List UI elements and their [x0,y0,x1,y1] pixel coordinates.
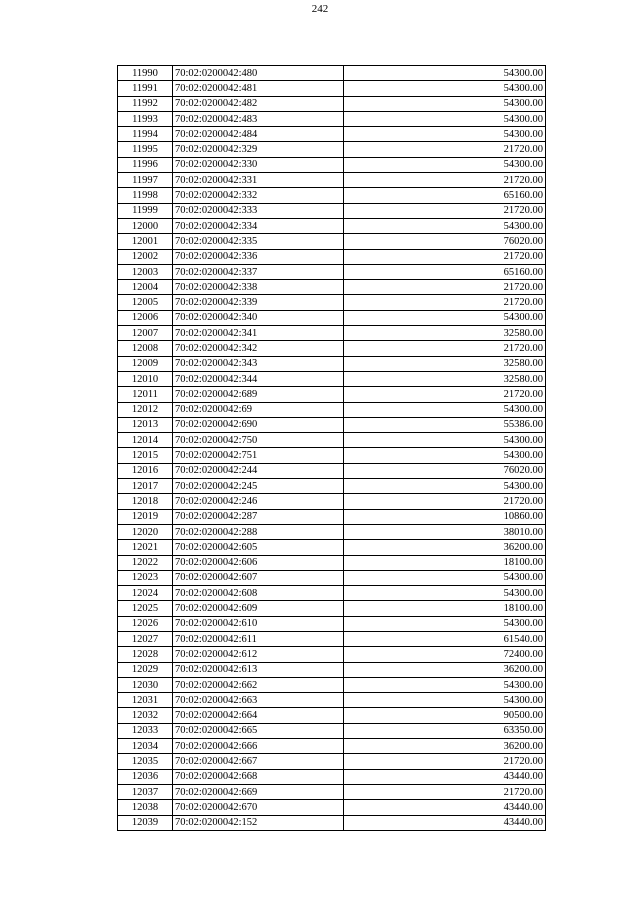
value-cell: 36200.00 [344,662,546,677]
value-cell: 32580.00 [344,371,546,386]
row-number-cell: 12019 [118,509,173,524]
row-number-cell: 12031 [118,693,173,708]
table-row [118,662,546,677]
row-number-cell: 12007 [118,326,173,341]
value-cell: 36200.00 [344,739,546,754]
cadastral-id-cell: 70:02:0200042:609 [173,601,344,616]
table-row [118,142,546,157]
value-cell: 76020.00 [344,234,546,249]
registry-table [117,65,546,831]
table-row [118,127,546,142]
value-cell: 54300.00 [344,570,546,585]
table-row [118,157,546,172]
row-number-cell: 12039 [118,815,173,830]
table-row [118,234,546,249]
value-cell: 54300.00 [344,677,546,692]
cadastral-id-cell: 70:02:0200042:612 [173,647,344,662]
row-number-cell: 12030 [118,677,173,692]
table-row [118,264,546,279]
value-cell: 54300.00 [344,448,546,463]
value-cell: 54300.00 [344,218,546,233]
cadastral-id-cell: 70:02:0200042:245 [173,479,344,494]
value-cell: 18100.00 [344,555,546,570]
value-cell: 21720.00 [344,295,546,310]
cadastral-id-cell: 70:02:0200042:330 [173,157,344,172]
table-row [118,739,546,754]
value-cell: 32580.00 [344,326,546,341]
table-row [118,586,546,601]
value-cell: 54300.00 [344,310,546,325]
row-number-cell: 12005 [118,295,173,310]
cadastral-id-cell: 70:02:0200042:606 [173,555,344,570]
value-cell: 21720.00 [344,173,546,188]
cadastral-id-cell: 70:02:0200042:288 [173,524,344,539]
cadastral-id-cell: 70:02:0200042:666 [173,739,344,754]
value-cell: 54300.00 [344,66,546,81]
cadastral-id-cell: 70:02:0200042:340 [173,310,344,325]
value-cell: 21720.00 [344,341,546,356]
row-number-cell: 12008 [118,341,173,356]
cadastral-id-cell: 70:02:0200042:611 [173,631,344,646]
table-row [118,249,546,264]
row-number-cell: 11993 [118,111,173,126]
cadastral-id-cell: 70:02:0200042:668 [173,769,344,784]
row-number-cell: 12021 [118,540,173,555]
cadastral-id-cell: 70:02:0200042:246 [173,494,344,509]
row-number-cell: 12022 [118,555,173,570]
cadastral-id-cell: 70:02:0200042:608 [173,586,344,601]
cadastral-id-cell: 70:02:0200042:664 [173,708,344,723]
table-row [118,433,546,448]
page-number: 242 [311,3,329,15]
cadastral-id-cell: 70:02:0200042:480 [173,66,344,81]
row-number-cell: 12038 [118,800,173,815]
row-number-cell: 11991 [118,81,173,96]
row-number-cell: 12028 [118,647,173,662]
table-row [118,326,546,341]
row-number-cell: 12034 [118,739,173,754]
value-cell: 32580.00 [344,356,546,371]
table-row [118,81,546,96]
row-number-cell: 12013 [118,417,173,432]
row-number-cell: 12011 [118,387,173,402]
row-number-cell: 12027 [118,631,173,646]
row-number-cell: 12000 [118,218,173,233]
value-cell: 65160.00 [344,188,546,203]
cadastral-id-cell: 70:02:0200042:69 [173,402,344,417]
cadastral-id-cell: 70:02:0200042:481 [173,81,344,96]
cadastral-id-cell: 70:02:0200042:287 [173,509,344,524]
value-cell: 54300.00 [344,127,546,142]
row-number-cell: 12032 [118,708,173,723]
value-cell: 21720.00 [344,494,546,509]
row-number-cell: 11994 [118,127,173,142]
value-cell: 54300.00 [344,111,546,126]
table-row [118,479,546,494]
table-row [118,509,546,524]
cadastral-id-cell: 70:02:0200042:244 [173,463,344,478]
row-number-cell: 12006 [118,310,173,325]
cadastral-id-cell: 70:02:0200042:670 [173,800,344,815]
value-cell: 54300.00 [344,616,546,631]
table-row [118,723,546,738]
cadastral-id-cell: 70:02:0200042:336 [173,249,344,264]
row-number-cell: 12020 [118,524,173,539]
value-cell: 21720.00 [344,249,546,264]
cadastral-id-cell: 70:02:0200042:334 [173,218,344,233]
value-cell: 54300.00 [344,586,546,601]
value-cell: 61540.00 [344,631,546,646]
cadastral-id-cell: 70:02:0200042:662 [173,677,344,692]
row-number-cell: 11997 [118,173,173,188]
row-number-cell: 12004 [118,280,173,295]
cadastral-id-cell: 70:02:0200042:605 [173,540,344,555]
row-number-cell: 12018 [118,494,173,509]
row-number-cell: 12025 [118,601,173,616]
value-cell: 21720.00 [344,142,546,157]
value-cell: 65160.00 [344,264,546,279]
table-row [118,96,546,111]
table-row [118,524,546,539]
table-row [118,800,546,815]
table-row [118,570,546,585]
cadastral-id-cell: 70:02:0200042:337 [173,264,344,279]
table-row [118,463,546,478]
table-row [118,417,546,432]
table-row [118,173,546,188]
table-row [118,494,546,509]
table-row [118,66,546,81]
cadastral-id-cell: 70:02:0200042:342 [173,341,344,356]
row-number-cell: 11995 [118,142,173,157]
row-number-cell: 12029 [118,662,173,677]
table-row [118,341,546,356]
table-row [118,555,546,570]
row-number-cell: 11998 [118,188,173,203]
cadastral-id-cell: 70:02:0200042:338 [173,280,344,295]
table-row [118,784,546,799]
value-cell: 43440.00 [344,815,546,830]
cadastral-id-cell: 70:02:0200042:613 [173,662,344,677]
row-number-cell: 12010 [118,371,173,386]
table-row [118,754,546,769]
value-cell: 54300.00 [344,433,546,448]
cadastral-id-cell: 70:02:0200042:341 [173,326,344,341]
row-number-cell: 12001 [118,234,173,249]
table-row [118,280,546,295]
cadastral-id-cell: 70:02:0200042:333 [173,203,344,218]
cadastral-id-cell: 70:02:0200042:329 [173,142,344,157]
cadastral-id-cell: 70:02:0200042:332 [173,188,344,203]
value-cell: 90500.00 [344,708,546,723]
value-cell: 36200.00 [344,540,546,555]
table-row [118,647,546,662]
table-row [118,616,546,631]
row-number-cell: 11999 [118,203,173,218]
value-cell: 38010.00 [344,524,546,539]
table-row [118,708,546,723]
value-cell: 54300.00 [344,157,546,172]
cadastral-id-cell: 70:02:0200042:689 [173,387,344,402]
value-cell: 54300.00 [344,81,546,96]
table-row [118,540,546,555]
cadastral-id-cell: 70:02:0200042:669 [173,784,344,799]
cadastral-id-cell: 70:02:0200042:483 [173,111,344,126]
row-number-cell: 12014 [118,433,173,448]
table-row [118,601,546,616]
cadastral-id-cell: 70:02:0200042:751 [173,448,344,463]
row-number-cell: 12024 [118,586,173,601]
table-row [118,203,546,218]
cadastral-id-cell: 70:02:0200042:665 [173,723,344,738]
value-cell: 72400.00 [344,647,546,662]
row-number-cell: 12033 [118,723,173,738]
cadastral-id-cell: 70:02:0200042:610 [173,616,344,631]
cadastral-id-cell: 70:02:0200042:339 [173,295,344,310]
cadastral-id-cell: 70:02:0200042:667 [173,754,344,769]
table-row [118,356,546,371]
row-number-cell: 12017 [118,479,173,494]
table-row [118,677,546,692]
row-number-cell: 12023 [118,570,173,585]
table-row [118,402,546,417]
cadastral-id-cell: 70:02:0200042:663 [173,693,344,708]
table-row [118,218,546,233]
table-row [118,387,546,402]
row-number-cell: 11990 [118,66,173,81]
value-cell: 63350.00 [344,723,546,738]
value-cell: 43440.00 [344,769,546,784]
table-row [118,310,546,325]
cadastral-id-cell: 70:02:0200042:482 [173,96,344,111]
cadastral-id-cell: 70:02:0200042:344 [173,371,344,386]
table-row [118,371,546,386]
row-number-cell: 12012 [118,402,173,417]
row-number-cell: 12015 [118,448,173,463]
row-number-cell: 11992 [118,96,173,111]
table-row [118,448,546,463]
cadastral-id-cell: 70:02:0200042:690 [173,417,344,432]
cadastral-id-cell: 70:02:0200042:343 [173,356,344,371]
row-number-cell: 12016 [118,463,173,478]
row-number-cell: 12003 [118,264,173,279]
table-row [118,111,546,126]
table-row [118,693,546,708]
value-cell: 76020.00 [344,463,546,478]
row-number-cell: 11996 [118,157,173,172]
registry-table-body [118,66,546,831]
value-cell: 21720.00 [344,203,546,218]
value-cell: 21720.00 [344,784,546,799]
value-cell: 10860.00 [344,509,546,524]
cadastral-id-cell: 70:02:0200042:750 [173,433,344,448]
value-cell: 54300.00 [344,96,546,111]
value-cell: 43440.00 [344,800,546,815]
row-number-cell: 12036 [118,769,173,784]
row-number-cell: 12009 [118,356,173,371]
value-cell: 54300.00 [344,479,546,494]
cadastral-id-cell: 70:02:0200042:335 [173,234,344,249]
cadastral-id-cell: 70:02:0200042:152 [173,815,344,830]
row-number-cell: 12026 [118,616,173,631]
table-row [118,631,546,646]
cadastral-id-cell: 70:02:0200042:607 [173,570,344,585]
value-cell: 55386.00 [344,417,546,432]
table-row [118,188,546,203]
row-number-cell: 12035 [118,754,173,769]
value-cell: 21720.00 [344,754,546,769]
table-row [118,815,546,830]
value-cell: 21720.00 [344,280,546,295]
value-cell: 54300.00 [344,693,546,708]
table-row [118,295,546,310]
row-number-cell: 12002 [118,249,173,264]
cadastral-id-cell: 70:02:0200042:331 [173,173,344,188]
value-cell: 54300.00 [344,402,546,417]
table-row [118,769,546,784]
cadastral-id-cell: 70:02:0200042:484 [173,127,344,142]
value-cell: 18100.00 [344,601,546,616]
value-cell: 21720.00 [344,387,546,402]
row-number-cell: 12037 [118,784,173,799]
